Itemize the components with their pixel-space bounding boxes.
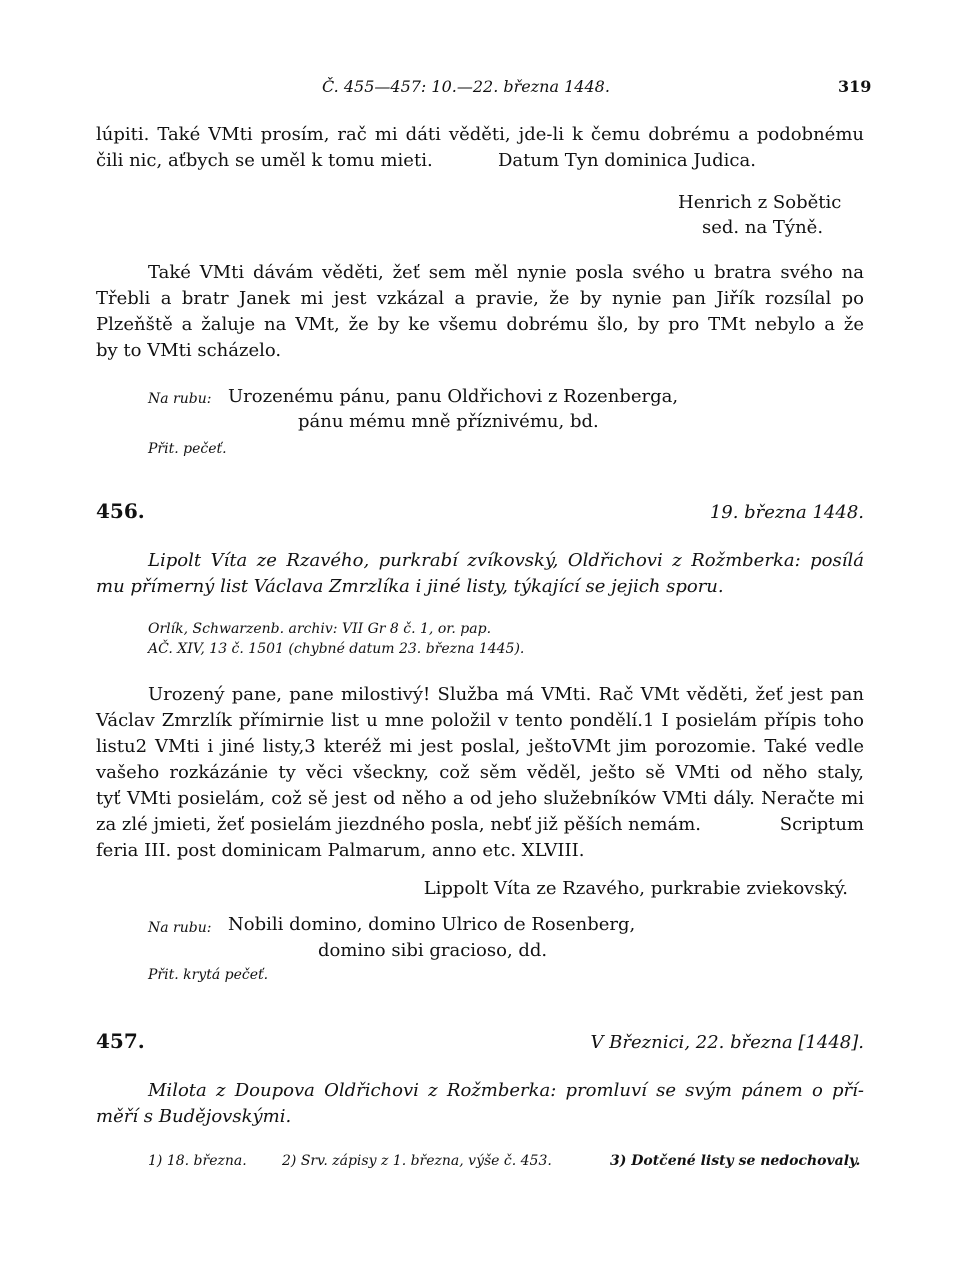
document-number: 456. xyxy=(96,499,145,523)
letter-line: lúpiti. Také VMti prosím, rač mi dáti věděti, jde-li k čemu dobrému a podobnému xyxy=(96,124,864,145)
body-line: listu2 VMti i jiné listy,3 kteréž mi jest poslal, ještoVMt jim porozomie. Také vedle xyxy=(96,736,864,757)
summary-line: měří s Budějovskými. xyxy=(96,1106,292,1127)
scriptum: Scriptum xyxy=(779,814,864,835)
summary-line: Lipolt Víta ze Rzavého, purkrabí zvíkovský, Oldřichovi z Rožmberka: posílá xyxy=(148,550,864,571)
endorsement-line: Nobili domino, domino Ulrico de Rosenberg, xyxy=(228,914,636,935)
summary-line: Milota z Doupova Oldřichovi z Rožmberka: promluví se svým pánem o pří- xyxy=(148,1080,864,1101)
footnote: 2) Srv. zápisy z 1. března, výše č. 453. xyxy=(282,1153,552,1169)
endorsement-label: Na rubu: xyxy=(148,391,212,407)
running-title: Č. 455—457: 10.—22. března 1448. xyxy=(322,77,610,96)
signature-line: sed. na Týně. xyxy=(702,217,824,238)
body-line: Václav Zmrzlík přímirnie list u mne položil v tento pondělí.1 I posielám přípis toho xyxy=(96,710,864,731)
page-number: 319 xyxy=(838,77,872,96)
postscript-line: by to VMti scházelo. xyxy=(96,340,282,361)
endorsement-line: domino sibi gracioso, dd. xyxy=(318,940,548,961)
body-line: Urozený pane, pane milostivý! Služba má VMti. Rač VMt věděti, žeť jest pan xyxy=(148,684,864,705)
postscript-line: Třebli a bratr Janek mi jest vzkázal a pravie, že by nynie pan Jiřík rozsílal po xyxy=(96,288,864,309)
body-line: feria III. post dominicam Palmarum, anno etc. XLVIII. xyxy=(96,840,585,861)
seal-note: Přit. krytá pečeť. xyxy=(148,967,269,983)
signature-line: Henrich z Sobětic xyxy=(678,192,842,213)
body-line: vašeho rozkázánie ty věci všeckny, což sěm věděl, ješto sě VMti od něho staly, xyxy=(96,762,864,783)
postscript-line: Plzeňště a žaluje na VMt, že by ke všemu dobrému šlo, by pro TMt nebylo a že xyxy=(96,314,864,335)
summary-line: mu přímerný list Václava Zmrzlíka i jiné listy, týkající se jejich sporu. xyxy=(96,576,724,597)
endorsement-line: Urozenému pánu, panu Oldřichovi z Rozenberga, xyxy=(228,386,679,407)
body-line: za zlé jmieti, žeť posielám jiezdného posla, nebť již pěších nemám. xyxy=(96,814,702,835)
document-date: V Březnici, 22. března [1448]. xyxy=(590,1032,864,1053)
seal-note: Přit. pečeť. xyxy=(148,441,227,457)
document-number: 457. xyxy=(96,1029,145,1053)
source-line: AČ. XIV, 13 č. 1501 (chybné datum 23. března 1445). xyxy=(148,641,525,657)
signature-line: Lippolt Víta ze Rzavého, purkrabie zviekovský. xyxy=(423,878,848,899)
body-line: tyť VMti posielám, což sě jest od něho a od jeho služebníków VMti dály. Neračte mi xyxy=(96,788,864,809)
endorsement-label: Na rubu: xyxy=(148,920,212,936)
letter-line: čili nic, aťbych se uměl k tomu mieti. xyxy=(96,150,433,171)
postscript-line: Také VMti dávám věděti, žeť sem měl nynie posla svého u bratra svého na xyxy=(148,262,864,283)
endorsement-line: pánu mému mně příznivému, bd. xyxy=(298,411,599,432)
datum: Datum Tyn dominica Judica. xyxy=(498,150,756,171)
footnote: 3) Dotčené listy se nedochovaly. xyxy=(610,1153,861,1169)
footnote: 1) 18. března. xyxy=(148,1153,247,1169)
document-date: 19. března 1448. xyxy=(709,502,864,523)
source-line: Orlík, Schwarzenb. archiv: VII Gr 8 č. 1, or. pap. xyxy=(148,621,492,637)
